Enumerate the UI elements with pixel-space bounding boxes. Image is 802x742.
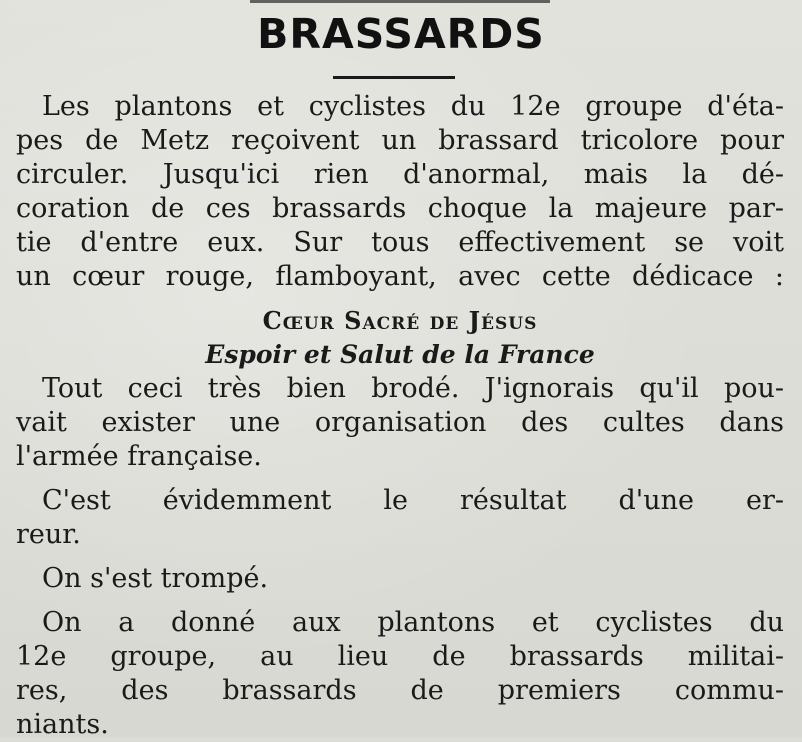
- text-line: 12e groupe, au lieu de brassards militai-: [16, 641, 784, 672]
- text-line: pes de Metz reçoivent un brassard tricolore pour: [16, 125, 784, 156]
- dedication-line: Espoir et Salut de la France: [205, 340, 595, 369]
- text-line: res, des brassards de premiers commu-: [16, 675, 784, 706]
- spacer: [16, 474, 784, 484]
- spacer: [16, 294, 784, 304]
- text-line: C'est évidemment le résultat d'une er-: [42, 485, 784, 516]
- dedication-line: Cœur Sacré de Jésus: [262, 306, 538, 335]
- text-line: Les plantons et cyclistes du 12e groupe d'éta-: [42, 91, 784, 122]
- text-line: reur.: [16, 519, 81, 550]
- text-line: vait exister une organisation des cultes dans: [16, 407, 784, 438]
- text-line: On s'est trompé.: [42, 563, 269, 594]
- text-line: un cœur rouge, flamboyant, avec cette dédicace :: [16, 261, 784, 292]
- article-title: BRASSARDS: [257, 10, 545, 58]
- spacer: [16, 552, 784, 562]
- text-line: circuler. Jusqu'ici rien d'anormal, mais la dé-: [16, 159, 784, 190]
- text-line: On a donné aux plantons et cyclistes du: [42, 607, 784, 638]
- article-body: [16, 90, 784, 742]
- text-line: l'armée française.: [16, 441, 262, 472]
- spacer: [16, 596, 784, 606]
- text-line: Tout ceci très bien brodé. J'ignorais qu'il pou-: [42, 373, 784, 404]
- title-divider: [333, 76, 455, 79]
- text-line: coration de ces brassards choque la majeure par-: [16, 193, 784, 224]
- top-rule: [250, 0, 550, 3]
- text-line: tie d'entre eux. Sur tous effectivement se voit: [16, 227, 784, 258]
- text-line: niants.: [16, 709, 109, 740]
